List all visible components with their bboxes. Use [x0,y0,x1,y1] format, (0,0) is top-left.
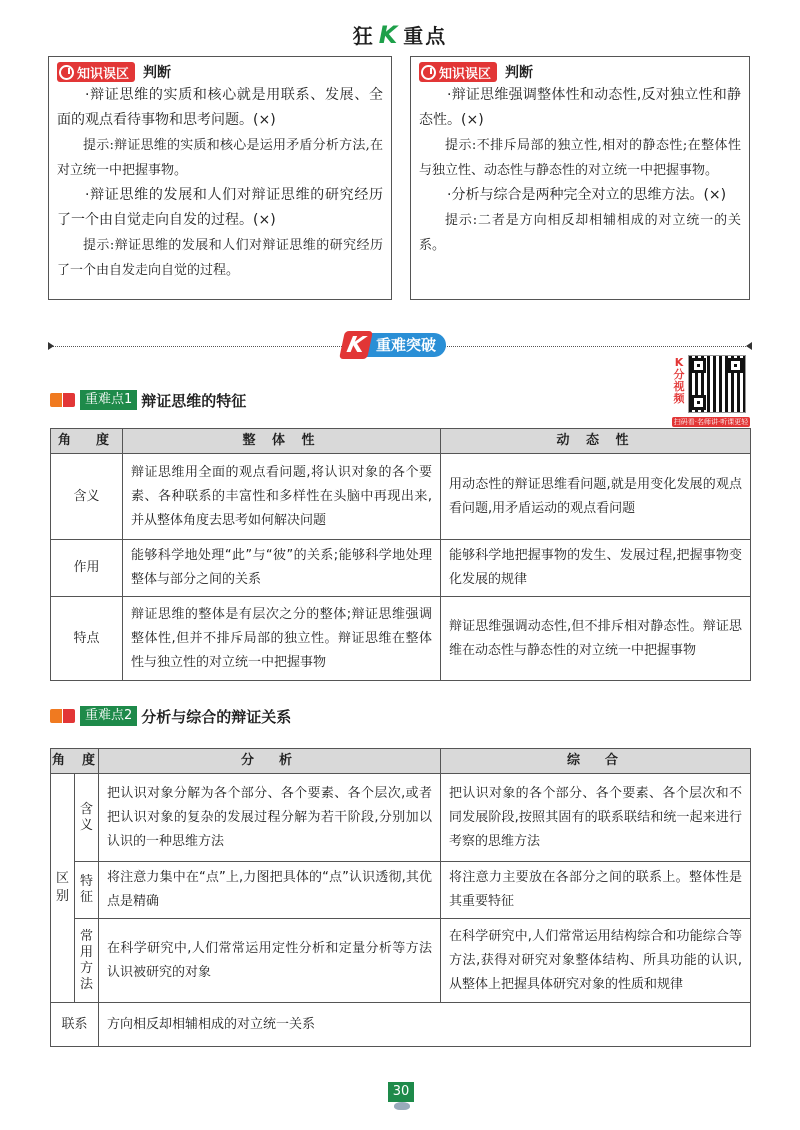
column-header: 分 析 [99,749,441,774]
alert-icon [59,65,74,80]
misconception-statement: ·辩证思维强调整体性和动态性,反对独立性和静态性。(×) [419,87,741,128]
cell: 把认识对象分解为各个部分、各个要素、各个层次,或者把认识对象的复杂的发展过程分解为若干阶段,分别加以认识的一种思维方法 [99,774,441,862]
qr-code-icon[interactable] [688,355,746,413]
table-row [51,1003,751,1047]
section-title: 分析与综合的辩证关系 [141,707,292,726]
misconception-label: 判断 [143,65,172,81]
dialectical-features-table [50,428,751,681]
cell: 能够科学地把握事物的发生、发展过程,把握事物变化发展的规律 [441,540,751,597]
column-header: 角 度 [51,429,123,454]
misconception-header [419,61,741,83]
aspect-cell: 特征 [75,862,99,919]
cell: 辩证思维强调动态性,但不排斥相对静态性。辩证思维在动态性与静态性的对立统一中把握事物 [441,597,751,681]
table-row [51,597,751,681]
brand-header [0,20,800,49]
aspect-cell: 含义 [75,774,99,862]
misconception-hint: 提示:不排斥局部的独立性,相对的静态性;在整体性与独立性、动态性与静态性的对立统一中把握事物。 [419,138,741,178]
misconception-box-left [48,56,392,300]
table-row [51,862,751,919]
cell: 辩证思维用全面的观点看问题,将认识对象的各个要素、各种联系的丰富性和多样性在头脑中再现出来,并从整体角度去思考如何解决问题 [123,454,441,540]
misconception-tag: 知识误区 [57,62,135,82]
page-number: 30 [388,1082,414,1102]
cell: 在科学研究中,人们常常运用定性分析和定量分析等方法认识被研究的对象 [99,919,441,1003]
misconception-statement: ·辩证思维的实质和核心就是用联系、发展、全面的观点看待事物和思考问题。(×) [57,87,383,128]
section-tag: 重难点1 [80,390,137,410]
alert-icon [421,65,436,80]
misconception-label: 判断 [505,65,534,81]
column-header: 综 合 [441,749,751,774]
table-row [51,540,751,597]
misconception-statement: ·分析与综合是两种完全对立的思维方法。(×) [447,187,727,203]
group-cell: 区别 [51,774,75,1003]
cell: 用动态性的辩证思维看问题,就是用变化发展的观点看问题,用矛盾运动的观点看问题 [441,454,751,540]
misconception-hint: 提示:二者是方向相反却相辅相成的对立统一的关系。 [419,213,741,253]
misconception-hint: 提示:辩证思维的实质和核心是运用矛盾分析方法,在对立统一中把握事物。 [57,138,383,178]
cell: 辩证思维的整体是有层次之分的整体;辩证思维强调整体性,但并不排斥局部的独立性。辩证思维在整体性与独立性的对立统一中把握事物 [123,597,441,681]
table-row [51,919,751,1003]
section-heading-2 [50,706,291,726]
banner-text: 重难突破 [362,333,446,357]
k-logo-icon: K [339,331,373,359]
cell: 能够科学地处理“此”与“彼”的关系;能够科学地处理整体与部分之间的关系 [123,540,441,597]
book-icon [50,391,76,409]
analysis-synthesis-table [50,748,751,1047]
misconception-header [57,61,383,83]
column-header: 动 态 性 [441,429,751,454]
bird-icon [394,1102,410,1110]
cell: 将注意力主要放在各部分之间的联系上。整体性是其重要特征 [441,862,751,919]
section-title: 辩证思维的特征 [141,391,247,410]
section-tag: 重难点2 [80,706,137,726]
qr-caption: 扫码看·名师讲·听课更轻 [673,418,749,426]
aspect-cell: 含义 [51,454,123,540]
cell: 将注意力集中在“点”上,力图把具体的“点”认识透彻,其优点是精确 [99,862,441,919]
qr-side-label: K分视频 [673,356,685,405]
table-header-row [51,429,751,454]
table-row [51,774,751,862]
cell: 在科学研究中,人们常常运用结构综合和功能综合等方法,获得对研究对象整体结构、所具功能的认识,从整体上把握具体研究对象的性质和规律 [441,919,751,1003]
table-row [51,454,751,540]
aspect-cell: 特点 [51,597,123,681]
video-qr-block[interactable] [672,355,750,425]
table-header-row [51,749,751,774]
misconception-box-right [410,56,750,300]
cell: 把认识对象的各个部分、各个要素、各个层次和不同发展阶段,按照其固有的联系联结和统一起来进行考察的思维方法 [441,774,751,862]
misconception-hint: 提示:辩证思维的发展和人们对辩证思维的研究经历了一个由自发走向自觉的过程。 [57,238,383,278]
book-icon [50,707,76,725]
key-breakthrough-banner [342,330,462,360]
misconception-tag: 知识误区 [419,62,497,82]
column-header: 整 体 性 [123,429,441,454]
link-label-cell: 联系 [51,1003,99,1047]
misconception-statement: ·辩证思维的发展和人们对辩证思维的研究经历了一个由自觉走向自发的过程。(×) [57,187,383,228]
link-text-cell: 方向相反却相辅相成的对立统一关系 [99,1003,751,1047]
column-header: 角 度 [51,749,99,774]
aspect-cell: 常用方法 [75,919,99,1003]
brand-prefix: 狂 [352,24,375,48]
brand-k-logo: K [378,21,400,49]
section-heading-1 [50,390,246,410]
aspect-cell: 作用 [51,540,123,597]
brand-suffix: 重点 [403,24,448,48]
